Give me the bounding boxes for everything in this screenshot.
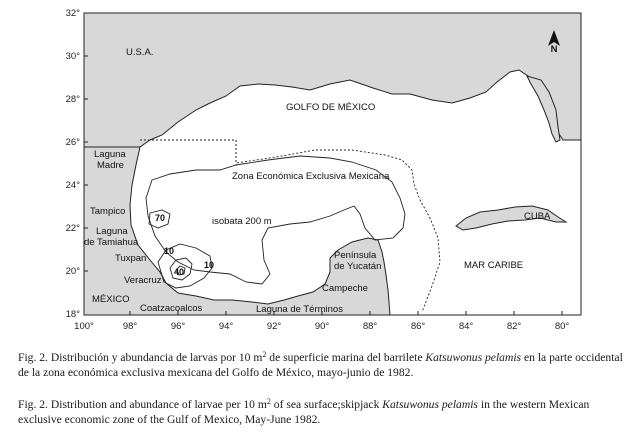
lon-tick-label: 82°: [506, 321, 522, 332]
label-tamiahua: de Tamiahua: [84, 237, 139, 248]
label-veracruz: Veracruz: [124, 275, 162, 286]
label-isobath: isobata 200 m: [212, 216, 272, 227]
label-caribbean: MAR CARIBE: [464, 260, 524, 271]
lat-tick-label: 22°: [65, 223, 80, 234]
label-gulf: GOLFO DE MÉXICO: [286, 102, 376, 113]
lat-tick-label: 18°: [65, 309, 80, 320]
label-campeche: Campeche: [322, 283, 368, 294]
lon-tick-label: 98°: [122, 321, 138, 332]
contour-label-70: 70: [155, 213, 166, 223]
label-cuba: CUBA: [524, 211, 551, 222]
lon-tick-label: 84°: [458, 321, 474, 332]
lon-tick-label: 88°: [362, 321, 378, 332]
contour-label-40: 40: [174, 267, 185, 277]
figure-caption-spanish: Fig. 2. Distribución y abundancia de larvas por 10 $m^2$ de superficie marina del barrilete Katsuwonus pelamis en la parte occidental de la zona económica exclusiva mexicana del Golfo de México, mayo-junio de 1982.: [18, 350, 623, 379]
lat-tick-label: 30°: [65, 51, 80, 62]
lon-tick-label: 96°: [170, 321, 186, 332]
contour-label-10: 10: [164, 246, 175, 256]
lon-tick-label: 90°: [314, 321, 330, 332]
lat-tick-label: 28°: [65, 94, 80, 105]
label-eez: Zona Económica Exclusiva Mexicana: [232, 171, 390, 182]
label-peninsula: de Yucatán: [334, 261, 382, 272]
lat-tick-label: 20°: [65, 266, 80, 277]
figure-caption-english: Fig. 2. Distribution and abundance of larvae per 10 $m^2$ of sea surface;skipjack Katsuwonus pelamis in the western Mexican exclusive economic zone of the Gulf of Mexico, May-June 1982.: [18, 397, 590, 426]
lon-tick-label: 92°: [266, 321, 282, 332]
label-tamiahua: Laguna: [96, 226, 128, 237]
svg-text:N: N: [550, 44, 558, 55]
label-coatzacoalcos: Coatzacoalcos: [140, 303, 203, 314]
contour-label-10b: 10: [204, 260, 215, 270]
lat-tick-label: 32°: [65, 8, 80, 19]
label-laguna-madre: Madre: [97, 160, 124, 171]
lat-tick-label: 26°: [65, 137, 80, 148]
label-mexico: MÉXICO: [92, 294, 130, 305]
lon-tick-label: 86°: [410, 321, 426, 332]
lon-tick-label: 100°: [74, 321, 94, 332]
lon-tick-label: 80°: [554, 321, 570, 332]
lat-tick-label: 24°: [65, 180, 80, 191]
lon-tick-label: 94°: [218, 321, 234, 332]
label-laguna-madre: Laguna: [94, 149, 126, 160]
label-tuxpan: Tuxpan: [115, 253, 147, 264]
label-tampico: Tampico: [90, 206, 126, 217]
label-terminos: Laguna de Términos: [256, 304, 343, 315]
label-peninsula: Península: [334, 250, 377, 261]
label-usa: U.S.A.: [126, 47, 154, 58]
